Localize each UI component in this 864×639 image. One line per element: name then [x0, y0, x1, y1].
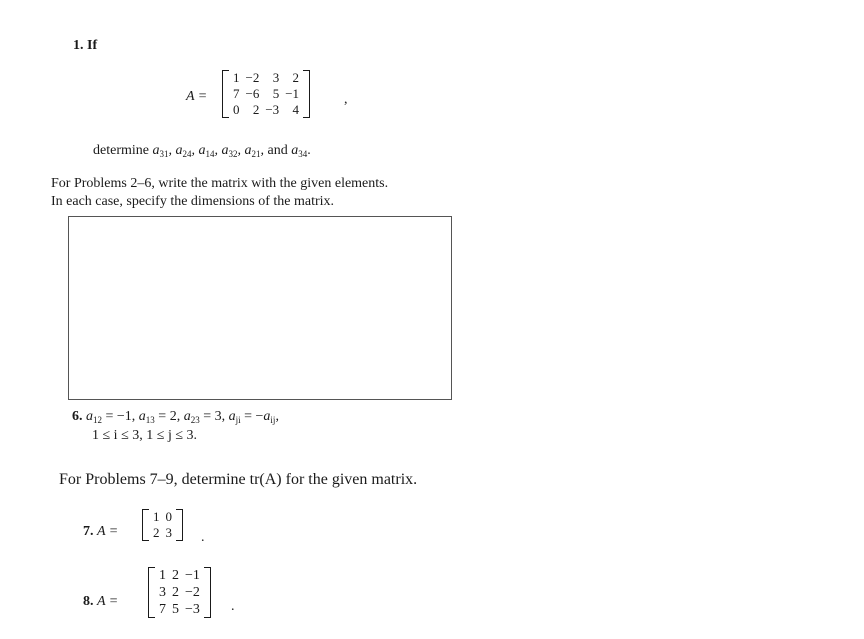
matrix-cell: 5: [172, 602, 179, 617]
instructions-7-9: For Problems 7–9, determine tr(A) for the given matrix.: [59, 471, 418, 488]
matrix-right-bracket: [303, 70, 310, 118]
matrix-cell: 4: [292, 102, 300, 117]
problem-1-number: 1. If: [73, 38, 98, 53]
matrix-cell: 2: [153, 525, 160, 540]
matrix-right-bracket: [176, 509, 183, 541]
matrix-row: [156, 601, 203, 618]
matrix-row: [150, 525, 175, 541]
problem-6-line2: 1 ≤ i ≤ 3, 1 ≤ j ≤ 3.: [92, 428, 198, 443]
matrix-cell: 0: [233, 102, 240, 117]
matrix-cell: 2: [292, 70, 300, 85]
matrix-cell: −6: [245, 86, 260, 101]
matrix-cell: 3: [272, 70, 280, 85]
instructions-2-6-line1: For Problems 2–6, write the matrix with the given elements.: [51, 176, 389, 191]
problem-7-number: 7. A =: [83, 524, 119, 539]
matrix-cell: −2: [245, 70, 260, 85]
matrix-cell: 7: [159, 602, 166, 617]
blank-box: [68, 216, 452, 400]
matrix-cell: 3: [159, 585, 166, 600]
instructions-2-6-line2: In each case, specify the dimensions of the matrix.: [51, 194, 335, 209]
matrix-cell: 2: [172, 585, 179, 600]
matrix-left-bracket: [222, 70, 229, 118]
matrix-cell: 0: [165, 509, 172, 524]
matrix-cell: 2: [172, 568, 179, 583]
problem-7-trailing: .: [201, 530, 205, 545]
matrix-cell: 2: [252, 102, 260, 117]
matrix-cell: −3: [185, 602, 200, 617]
matrix-cell: −1: [285, 86, 300, 101]
matrix-left-bracket: [148, 567, 155, 618]
matrix-cell: −2: [185, 585, 200, 600]
matrix-row: [230, 102, 302, 118]
matrix-cell: 3: [165, 525, 172, 540]
matrix-cell: 5: [272, 86, 280, 101]
problem-1-determine: determine $a_{31}$, $a_{24}$, $a_{14}$, $a_{32}$, $a_{21}$, and $a_{34}$.: [93, 143, 311, 159]
problem-8-trailing: .: [231, 599, 235, 614]
element-list: $a_{31}$, $a_{24}$, $a_{14}$, $a_{32}$, $a_{21}$,: [152, 143, 268, 159]
matrix-cell: 1: [233, 70, 240, 85]
matrix-right-bracket: [204, 567, 211, 618]
matrix-cell: −1: [185, 568, 200, 583]
problem-1-trailing: ,: [344, 92, 348, 107]
matrix-row: [230, 70, 302, 86]
problem-1-matrix: [222, 70, 310, 118]
problem-1-lead: If: [87, 38, 98, 53]
problem-1-matrix-label: A =: [186, 89, 208, 104]
problem-6-line1: 6. $a_{12} = -1$, $a_{13} = 2$, $a_{23} = 3$, $a_{ji} = -a_{ij}$,: [72, 409, 279, 425]
matrix-cell: 7: [233, 86, 240, 101]
matrix-row: [150, 509, 175, 525]
problem-8-number: 8. A =: [83, 594, 119, 609]
problem-8-matrix: [148, 567, 211, 618]
matrix-cell: 1: [159, 568, 166, 583]
matrix-row: [156, 567, 203, 584]
matrix-cell: 1: [153, 509, 160, 524]
matrix-row: [230, 86, 302, 102]
problem-7-matrix: [142, 509, 183, 541]
matrix-row: [156, 584, 203, 601]
matrix-left-bracket: [142, 509, 149, 541]
matrix-cell: −3: [265, 102, 280, 117]
